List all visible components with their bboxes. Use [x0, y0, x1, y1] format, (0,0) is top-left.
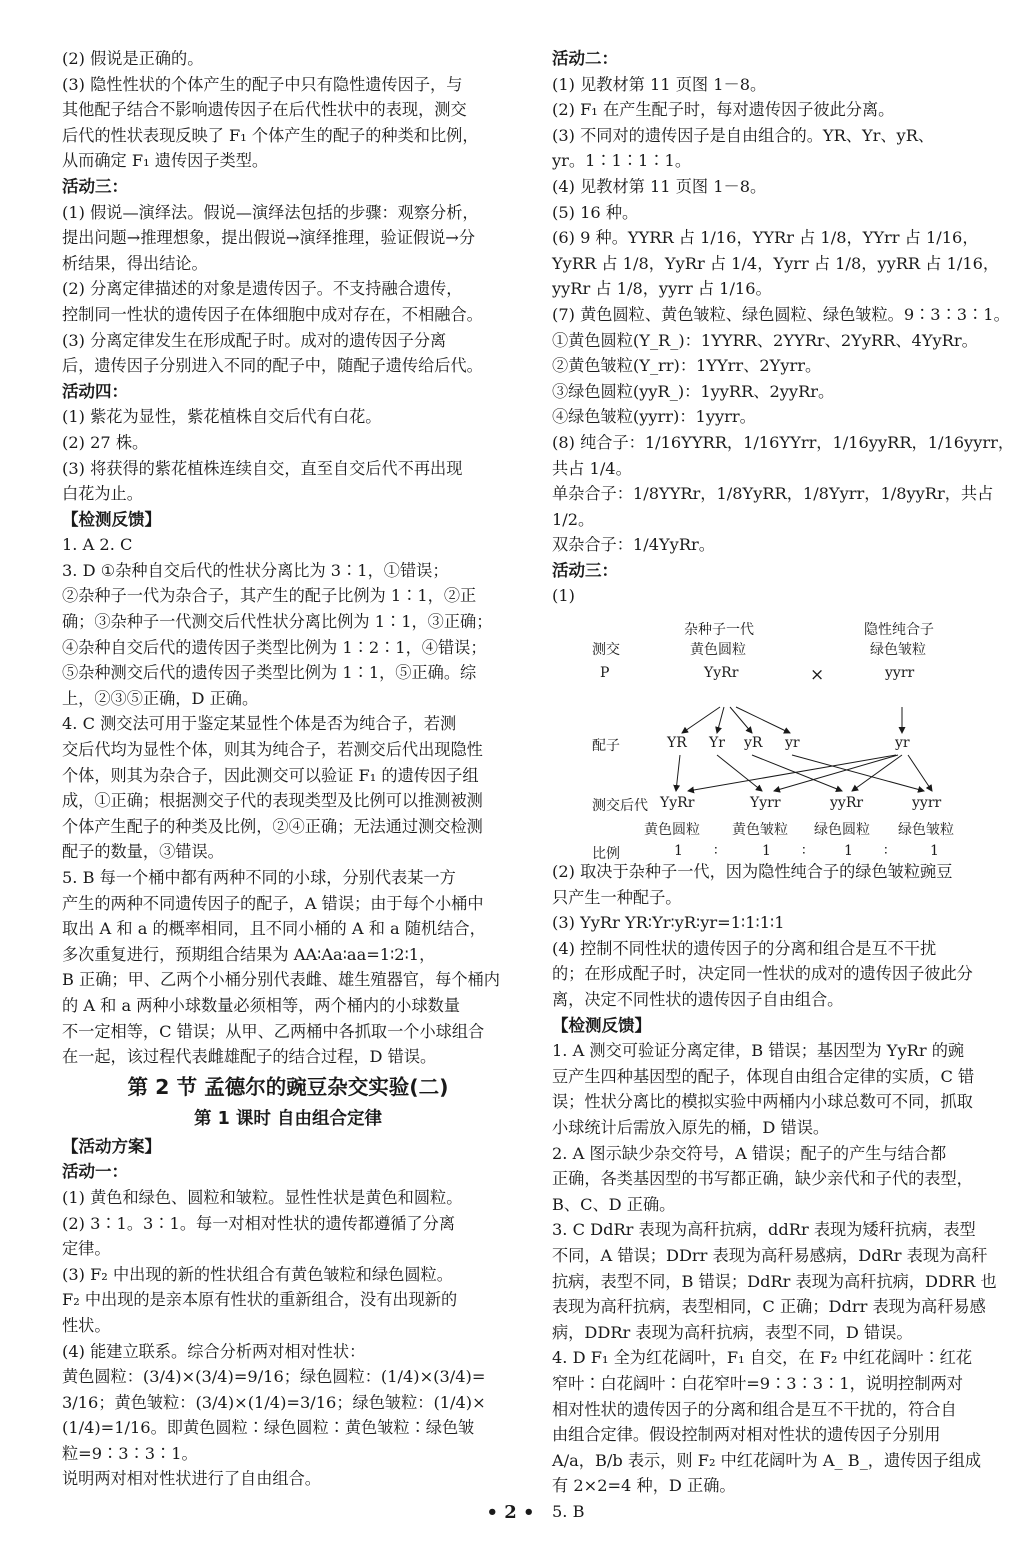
- cross-symbol: ×: [810, 665, 825, 686]
- section-heading: 活动二：: [552, 49, 618, 68]
- arrow-p1-yr4: [736, 707, 790, 733]
- text-line: 后代的性状表现反映了 F₁ 个体产生的配子的种类和比例，: [62, 125, 479, 145]
- lesson-title: 第 1 课时 自由组合定律: [194, 1108, 382, 1129]
- text-line: 后，遗传因子分别进入不同的配子中，随配子遗传给后代。: [62, 356, 483, 376]
- ratio-sep-3: ∶: [884, 843, 888, 860]
- text-line: 配子的数量，③错误。: [62, 842, 224, 862]
- text-line: (4) 能建立联系。综合分析两对相对性状：: [62, 1341, 366, 1361]
- p-label: P: [600, 665, 610, 682]
- text-line: 双杂合子：1/4YyRr。: [552, 535, 715, 555]
- page-number: • 2 •: [486, 1502, 535, 1523]
- parent2-title1: 隐性纯合子: [864, 622, 934, 639]
- gamete-yr-3: yR: [744, 735, 763, 752]
- arrow-p2-o4: [908, 755, 932, 791]
- gamete-yr-2: Yr: [709, 735, 725, 752]
- text-line: (2) 3∶1。3∶1。每一对相对性状的遗传都遵循了分离: [62, 1213, 456, 1233]
- text-line: 个体，则其为杂合子，因此测交可以验证 F₁ 的遗传因子组: [62, 765, 479, 785]
- text-line: 3. D ①杂种自交后代的性状分离比为 3∶1，①错误；: [62, 560, 449, 580]
- text-line: 说明两对相对性状进行了自由组合。: [62, 1469, 321, 1489]
- text-line: ④杂种自交后代的遗传因子类型比例为 1∶2∶1，④错误；: [62, 637, 487, 657]
- text-line: ⑤杂种测交后代的遗传因子类型比例为 1∶1，⑤正确。综: [62, 663, 477, 683]
- text-line: (3) 分离定律发生在形成配子时。成对的遗传因子分离: [62, 330, 447, 350]
- text-line: (3) F₂ 中出现的新的性状组合有黄色皱粒和绿色圆粒。: [62, 1264, 453, 1284]
- section-title: 第 2 节 孟德尔的豌豆杂交实验(二): [127, 1074, 449, 1099]
- text-line: ①黄色圆粒(Y_R_)：1YYRR、2YYRr、2YyRR、4YyRr。: [552, 330, 978, 350]
- ratio-2: 1: [762, 843, 771, 860]
- text-line: 粒=9∶3∶3∶1。: [62, 1443, 198, 1463]
- text-line: 产生的两种不同遗传因子的配子，A 错误；由于每个小桶中: [62, 893, 484, 913]
- text-line: ②黄色皱粒(Y_rr)：1YYrr、2Yyrr。: [552, 356, 822, 376]
- text-line: 多次重复进行，预期组合结果为 AA∶Aa∶aa=1∶2∶1，: [62, 944, 436, 964]
- right-top-block: [552, 46, 1015, 609]
- text-line: ③绿色圆粒(yyR_)：1yyRR、2yyRr。: [552, 381, 835, 401]
- text-line: 1. A 2. C: [62, 535, 133, 555]
- ratio-sep-2: ∶: [802, 843, 806, 860]
- text-line: 只产生一种配子。: [552, 887, 682, 907]
- text-line: (5) 16 种。: [552, 202, 639, 222]
- text-line: 离，决定不同性状的遗传因子自由组合。: [552, 990, 844, 1010]
- offspring-2: Yyrr: [750, 795, 781, 812]
- ratio-3: 1: [844, 843, 853, 860]
- text-line: B 正确；甲、乙两个小桶分别代表雌、雄生殖器官，每个桶内: [62, 970, 500, 990]
- section-heading: 【检测反馈】: [552, 1015, 651, 1035]
- text-line: 抗病，表型不同，B 错误；DdRr 表现为高秆抗病，DDRR 也: [552, 1271, 997, 1291]
- text-line: 交后代均为显性个体，则其为纯合子，若测交后代出现隐性: [62, 740, 483, 760]
- text-line: 从而确定 F₁ 遗传因子类型。: [62, 151, 269, 171]
- section-heading: 【活动方案】: [62, 1136, 161, 1156]
- text-line: (4) 控制不同性状的遗传因子的分离和组合是互不干扰: [552, 938, 937, 958]
- text-line: 1/2。: [552, 509, 595, 529]
- phenotype-4: 绿色皱粒: [898, 822, 954, 839]
- phenotype-3: 绿色圆粒: [814, 822, 870, 839]
- text-line: YyRR 占 1/8，YyRr 占 1/4，Yyrr 占 1/8，yyRR 占 1/16，: [552, 253, 1000, 273]
- ratio-sep-1: ∶: [714, 843, 718, 860]
- text-line: (3) 不同对的遗传因子是自由组合的。YR、Yr、yR、: [552, 125, 935, 145]
- text-line: 共占 1/4。: [552, 458, 632, 478]
- parent2-title2: 绿色皱粒: [870, 642, 926, 659]
- text-line: 正确，各类基因型的书写都正确，缺少亲代和子代的表型，: [552, 1169, 973, 1189]
- text-line: (1) 紫花为显性，紫花植株自交后代有白花。: [62, 407, 382, 427]
- parent1-title1: 杂种子一代: [684, 622, 754, 639]
- text-line: 不同，A 错误；DDrr 表现为高秆易感病，DdRr 表现为高秆: [552, 1245, 988, 1265]
- text-line: 4. C 测交法可用于鉴定某显性个体是否为纯合子，若测: [62, 714, 457, 734]
- text-line: (3) YyRr YR∶Yr∶yR∶yr=1∶1∶1∶1: [552, 913, 785, 933]
- text-line: 提出问题→推理想象，提出假说→演绎推理，验证假说→分: [62, 228, 476, 248]
- text-line: 豆产生四种基因型的配子，体现自由组合定律的实质，C 错: [552, 1066, 975, 1086]
- section-heading: 活动一：: [62, 1162, 128, 1182]
- ratio-label: 比例: [592, 846, 620, 863]
- section-heading: 活动三：: [62, 176, 128, 196]
- text-line: 上，②③⑤正确，D 正确。: [62, 688, 259, 708]
- arrow-p1-yr2: [717, 707, 724, 733]
- text-line: (4) 见教材第 11 页图 1－8。: [552, 176, 767, 196]
- text-line: (1): [552, 586, 575, 606]
- text-line: 控制同一性状的遗传因子在体细胞中成对存在，不相融合。: [62, 304, 483, 324]
- section-heading: 活动三：: [552, 560, 618, 580]
- text-line: 的；在形成配子时，决定同一性状的成对的遗传因子彼此分: [552, 964, 973, 984]
- text-line: ②杂种子一代为杂合子，其产生的配子比例为 1∶1，②正: [62, 586, 477, 606]
- phenotype-2: 黄色皱粒: [732, 822, 788, 839]
- text-line: (1) 黄色和绿色、圆粒和皱粒。显性性状是黄色和圆粒。: [62, 1187, 463, 1207]
- text-line: 性状。: [62, 1315, 111, 1335]
- gamete-parent2: yr: [895, 735, 910, 752]
- right-column: [552, 46, 1015, 1525]
- section-heading: 活动四：: [62, 381, 128, 401]
- text-line: (1) 见教材第 11 页图 1－8。: [552, 74, 767, 94]
- text-line: 成，①正确；根据测交子代的表现类型及比例可以推测被测: [62, 791, 483, 811]
- text-line: 定律。: [62, 1239, 111, 1259]
- right-bottom-block: [552, 859, 1004, 1524]
- text-line: 2. A 图示缺少杂交符号，A 错误；配子的产生与结合都: [552, 1143, 947, 1163]
- left-column: [62, 46, 514, 1492]
- text-line: 确；③杂种子一代测交后代性状分离比例为 1∶1，③正确；: [62, 612, 493, 632]
- text-line: (3) 将获得的紫花植株连续自交，直至自交后代不再出现: [62, 458, 463, 478]
- text-line: 在一起，该过程代表雌雄配子的结合过程，D 错误。: [62, 1047, 437, 1067]
- arrow-p1-yr3: [730, 707, 752, 733]
- text-line: 5. B: [552, 1501, 585, 1521]
- text-line: 5. B 每一个桶中都有两种不同的小球，分别代表某一方: [62, 868, 456, 887]
- text-line: (2) 假说是正确的。: [62, 49, 204, 68]
- text-line: (2) 取决于杂种子一代，因为隐性纯合子的绿色皱粒豌豆: [552, 862, 953, 882]
- text-line: 个体产生配子的种类及比例，②④正确；无法通过测交检测: [62, 816, 483, 836]
- ratio-1: 1: [674, 843, 683, 860]
- text-line: (7) 黄色圆粒、黄色皱粒、绿色圆粒、绿色皱粒。9∶3∶3∶1。: [552, 304, 1010, 324]
- text-line: 相对性状的遗传因子的分离和组合是互不干扰的，符合自: [552, 1399, 957, 1419]
- text-line: 窄叶∶白花阔叶∶白花窄叶=9∶3∶3∶1，说明控制两对: [552, 1373, 963, 1393]
- text-line: yr。1∶1∶1∶1。: [552, 151, 692, 171]
- text-line: (2) F₁ 在产生配子时，每对遗传因子彼此分离。: [552, 100, 895, 120]
- text-line: 表现为高秆抗病，表型相同，C 正确；Ddrr 表现为高秆易感: [552, 1297, 986, 1317]
- gamete-yr-1: YR: [667, 735, 687, 752]
- text-line: 其他配子结合不影响遗传因子在后代性状中的表现，测交: [62, 100, 467, 120]
- arrow-g4-o4: [792, 755, 924, 791]
- text-line: 4. D F₁ 全为红花阔叶，F₁ 自交，在 F₂ 中红花阔叶∶红花: [552, 1348, 973, 1368]
- parent1-genotype: YyRr: [704, 665, 739, 682]
- ratio-4: 1: [930, 843, 939, 860]
- arrow-g3-o3: [752, 755, 842, 791]
- text-line: (3) 隐性性状的个体产生的配子中只有隐性遗传因子，与: [62, 74, 463, 94]
- text-line: (1) 假说—演绎法。假说—演绎法包括的步骤：观察分析，: [62, 202, 479, 222]
- offspring-label: 测交后代: [592, 798, 648, 815]
- text-line: (1/4)=1/16。即黄色圆粒∶绿色圆粒∶黄色皱粒∶绿色皱: [62, 1418, 475, 1438]
- text-line: yyRr 占 1/8，yyrr 占 1/16。: [552, 279, 772, 299]
- parent2-genotype: yyrr: [885, 665, 915, 682]
- text-line: ④绿色皱粒(yyrr)：1yyrr。: [552, 407, 756, 427]
- text-line: 白花为止。: [62, 484, 143, 504]
- text-line: 单杂合子：1/8YYRr，1/8YyRR，1/8Yyrr，1/8yyRr，共占: [552, 484, 994, 504]
- arrow-p1-yr1: [682, 707, 720, 733]
- text-line: 的 A 和 a 两种小球数量必须相等，两个桶内的小球数量: [62, 995, 461, 1015]
- text-line: (2) 分离定律描述的对象是遗传因子。不支持融合遗传，: [62, 279, 463, 299]
- section-heading: 【检测反馈】: [62, 509, 161, 529]
- text-line: 3. C DdRr 表现为高秆抗病，ddRr 表现为矮秆抗病，表型: [552, 1220, 976, 1240]
- text-line: F₂ 中出现的是亲本原有性状的重新组合，没有出现新的: [62, 1290, 458, 1310]
- text-line: 黄色圆粒：(3/4)×(3/4)=9/16；绿色圆粒：(1/4)×(3/4)=: [62, 1367, 486, 1387]
- text-line: (2) 27 株。: [62, 432, 149, 452]
- testcross-diagram: [552, 609, 1004, 863]
- text-line: (8) 纯合子：1/16YYRR，1/16YYrr，1/16yyRR，1/16yyrr，: [552, 432, 1015, 452]
- text-line: 取出 A 和 a 的概率相同，且不同小桶的 A 和 a 随机结合，: [62, 919, 486, 939]
- offspring-4: yyrr: [912, 795, 942, 812]
- text-line: 误；性状分离比的模拟实验中两桶内小球总数可不同，抓取: [552, 1092, 973, 1112]
- text-line: 有 2×2=4 种，D 正确。: [552, 1476, 736, 1496]
- cross-label: 测交: [592, 642, 620, 659]
- text-line: 小球统计后需放入原先的桶，D 错误。: [552, 1118, 830, 1137]
- arrow-g1-o1: [676, 755, 680, 791]
- gamete-yr-4: yr: [785, 735, 800, 752]
- text-line: 1. A 测交可验证分离定律，B 错误；基因型为 YyRr 的豌: [552, 1041, 965, 1061]
- parent1-title2: 黄色圆粒: [690, 642, 746, 659]
- gamete-label: 配子: [592, 738, 620, 755]
- phenotype-1: 黄色圆粒: [644, 822, 700, 839]
- arrow-g2-o2: [717, 755, 762, 791]
- offspring-1: YyRr: [660, 795, 695, 812]
- text-line: 由组合定律。假设控制两对相对性状的遗传因子分别用: [552, 1425, 941, 1445]
- text-line: B、C、D 正确。: [552, 1194, 676, 1214]
- text-line: 3/16；黄色皱粒：(3/4)×(1/4)=3/16；绿色皱粒：(1/4)×: [62, 1392, 486, 1412]
- text-line: 病，DDRr 表现为高秆抗病，表型不同，D 错误。: [552, 1322, 913, 1342]
- text-line: 析结果，得出结论。: [62, 253, 208, 273]
- text-line: (6) 9 种。YYRR 占 1/16，YYRr 占 1/8，YYrr 占 1/16，: [552, 228, 979, 248]
- text-line: 不一定相等，C 错误；从甲、乙两桶中各抓取一个小球组合: [62, 1021, 485, 1041]
- text-line: A/a，B/b 表示，则 F₂ 中红花阔叶为 A_ B_，遗传因子组成: [552, 1450, 982, 1470]
- offspring-3: yyRr: [830, 795, 864, 812]
